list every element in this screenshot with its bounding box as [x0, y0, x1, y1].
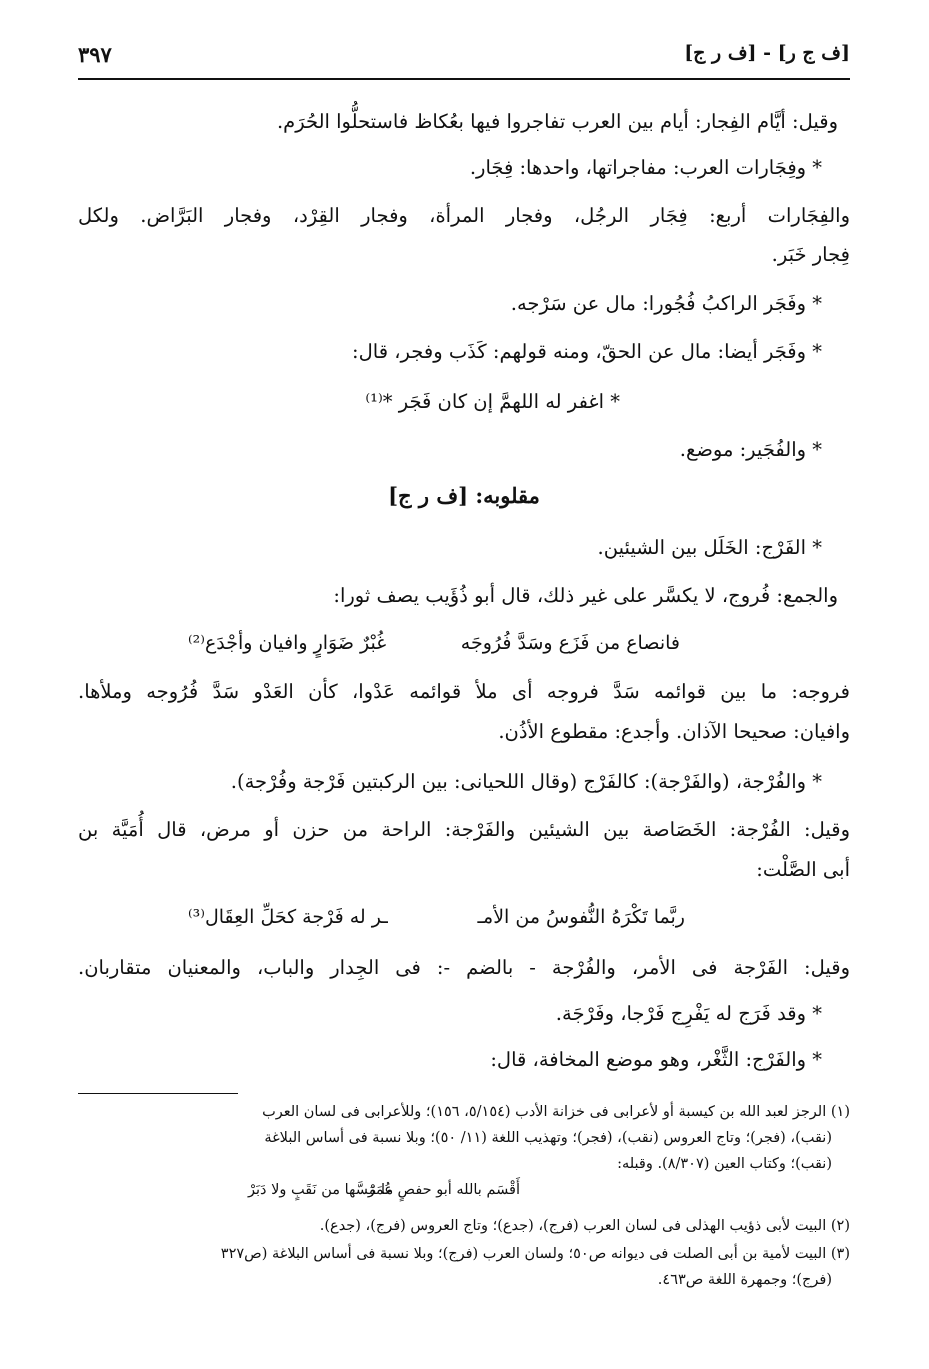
text-line: وقيل: أيَّام الفِجار: أيام بين العرب تفاجروا فيها بعُكاظ فاستحلُّوا الحُرَم.	[276, 110, 838, 133]
book-page	[78, 38, 850, 1338]
text-line: * والفَرْج: الثَّغْر، وهو موضع المخافة، قال:	[490, 1048, 822, 1071]
page-header	[78, 38, 850, 80]
text-line: فروجه: ما بين قوائمه سَدَّ فروجه أى ملأ قوائمه عَدْوا، كأن العَدْو سَدَّ فُرُوجه وملأها.	[78, 680, 850, 703]
text-line: * الفَرْج: الخَلَل بين الشيئين.	[597, 536, 822, 559]
text-line: فِجار خَبَر.	[771, 243, 850, 266]
verse-hemistich-right: ربَّما تَكْرَهُ النُّفوسُ من الأمـ	[477, 906, 685, 928]
footnote-verse-left: ما مَسَّها من نَقَبٍ ولا دَبَرْ	[248, 1182, 394, 1198]
text-line: وقيل: الفَرْجة فى الأمر، والفُرْجة - بالضم -: فى الجِدار والباب، والمعنيان متقاربان.	[78, 956, 850, 979]
text-line: والجمع: فُروج، لا يكسَّر على غير ذلك، قال أبو ذُؤَيب يصف ثورا:	[333, 584, 838, 607]
section-heading: مقلوبه: [ف ر ج]	[388, 483, 540, 508]
footnote-1-cont: (نقب)، (فجر)؛ وتاج العروس (نقب)، (فجر)؛ وتهذيب اللغة (١١/ ٥٠)؛ وبلا نسبة فى أساس البلاغة	[264, 1130, 832, 1146]
text-line: أبى الصَّلْت:	[756, 858, 850, 881]
footnote-1-cont: (نقب)؛ وكتاب العين (٨/٣٠٧). وقبله:	[617, 1156, 832, 1172]
header-rule	[78, 78, 850, 80]
footnote-rule	[78, 1093, 238, 1094]
rajaz-verse: * اغفر له اللهمَّ إن كان فَجَر *⁽¹⁾	[365, 390, 620, 413]
footnote-2: (٢) البيت لأبى ذؤيب الهذلى فى لسان العرب (فرج)، (جدع)؛ وتاج العروس (فرج)، (جدع).	[319, 1218, 850, 1234]
text-line: * وقد فَرَج له يَفْرِج فَرْجا، وفَرْجَة.	[555, 1002, 822, 1025]
verse-hemistich-left: ـر له فَرْجة كحَلِّ العِقَال⁽³⁾	[188, 906, 388, 928]
page-number: ٣٩٧	[78, 42, 112, 67]
text-line: * والفُجَير: موضع.	[679, 438, 822, 461]
footnote-verse-right: أَقْسَم بالله أبو حفصٍ عُمَرْ	[367, 1182, 520, 1198]
text-line: * وفَجَر أيضا: مال عن الحقّ، ومنه قولهم: كَذَب وفجر، قال:	[352, 340, 822, 363]
text-line: والفِجَارات أربع: فِجَار الرجُل، وفجار المرأة، وفجار القِرْد، وفجار البَرَّاض. ولكل	[78, 204, 850, 227]
text-line: وافيان: صحيحا الآذان. وأجدع: مقطوع الأذُن.	[498, 720, 850, 743]
text-line: * والفُرْجة، (والفَرْجة): كالفَرْج (وقال اللحيانى: بين الركبتين فَرْجة وفُرْجة).	[230, 770, 822, 793]
text-line: * وفَجَر الراكبُ فُجُورا: مال عن سَرْجه.	[510, 292, 822, 315]
footnote-3-cont: (فرج)؛ وجمهرة اللغة ص٤٦٣.	[657, 1272, 832, 1288]
footnote-3: (٣) البيت لأمية بن أبى الصلت فى ديوانه ص٥٠؛ ولسان العرب (فرج)؛ وبلا نسبة فى أساس البلاغة (ص٣٢٧	[220, 1246, 850, 1262]
running-head: [ف ج ر] - [ف ر ج]	[684, 42, 850, 64]
verse-hemistich-right: فانصاع من فَزَع وسَدَّ فُرُوجَه	[460, 632, 680, 654]
text-line: * وفِجَارات العرب: مفاجراتها، واحدها: فِجَار.	[469, 156, 822, 179]
text-line: وقيل: الفُرْجة: الخَصَاصة بين الشيئين والفَرْجة: الراحة من حزن أو مرض، قال أُمَيَّة بن	[78, 818, 850, 841]
footnote-1: (١) الرجز لعبد الله بن كيسبة أو لأعرابى فى خزانة الأدب (٥/١٥٤، ١٥٦)؛ وللأعرابى فى لسان العرب	[262, 1104, 850, 1120]
verse-hemistich-left: غُبْرٌ ضَوَارٍ وافيان وأجْدَع⁽²⁾	[188, 632, 387, 654]
